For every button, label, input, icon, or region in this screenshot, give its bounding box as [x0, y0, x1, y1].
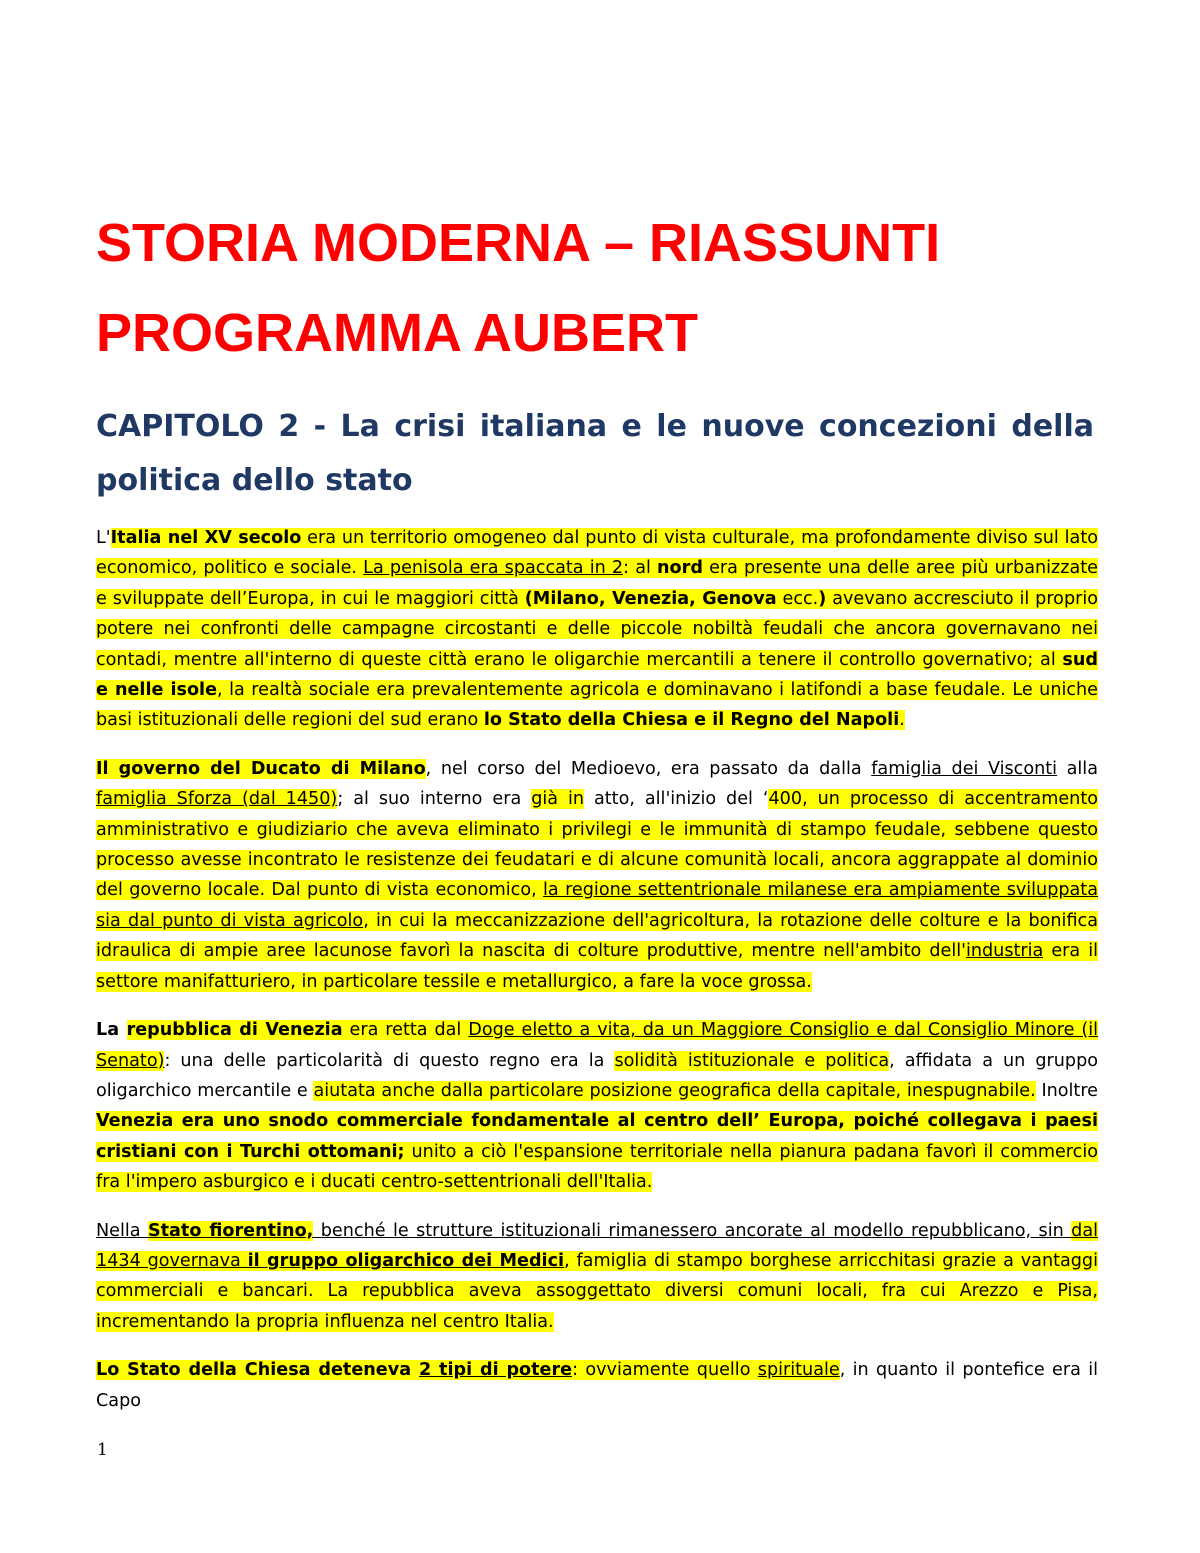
text-segment: , affidata a un gruppo oligarchico mercantile e — [96, 1050, 1098, 1101]
text-segment: nord — [657, 558, 703, 579]
text-segment: unito a ciò l'espansione territoriale nella pianura padana favorì il commercio fra l'impero asburgico e i ducati centro-settentrionali dell'Italia. — [96, 1141, 1098, 1193]
text-segment: era il settore manifatturiero, in particolare tessile e metallurgico, a fare la voce grossa. — [96, 941, 1098, 992]
text-segment: industria — [965, 941, 1044, 962]
text-segment: , la realtà sociale era prevalentemente agricola e dominavano i latifondi a base feudale. Le uniche basi istituzionali delle regioni del sud erano — [96, 680, 1099, 731]
chapter-heading: CAPITOLO 2 - La crisi italiana e le nuove concezioni della politica dello stato — [96, 409, 1094, 498]
text-segment: (Milano, Venezia, Genova — [524, 588, 777, 609]
text-segment: benché le strutture istituzionali rimanessero ancorate al modello repubblicano, sin — [313, 1220, 1072, 1241]
text-segment: Doge eletto a vita, da un Maggiore Consiglio e dal Consiglio Minore (il Senato) — [96, 1020, 1098, 1071]
text-segment: : una delle particolarità di questo regno era la — [164, 1050, 615, 1071]
text-segment: solidità istituzionale e politica — [614, 1050, 890, 1071]
text-segment: alla — [1057, 758, 1098, 779]
text-segment: 2 tipi di potere — [418, 1360, 573, 1381]
text-segment: , nel corso del Medioevo, era passato da dalla — [425, 758, 872, 779]
text-segment: dal 1434 governava — [96, 1220, 1098, 1271]
text-segment: era un territorio omogeneo dal punto di vista culturale, ma profondamente diviso sul lato economico, politico e sociale. — [96, 528, 1098, 579]
text-segment: : al — [623, 558, 658, 579]
text-segment: ) — [818, 588, 827, 609]
text-segment: Il governo del Ducato di Milano — [96, 758, 426, 779]
text-segment: , in cui la meccanizzazione dell'agricoltura, la rotazione delle colture e la bonifica idraulica di ampie aree lacunose favorì la nascita di colture produttive, mentre nell'ambito dell' — [96, 910, 1098, 962]
paragraph — [96, 1015, 1098, 1197]
text-segment: La penisola era spaccata in 2 — [363, 558, 624, 579]
text-segment: La — [96, 1020, 127, 1041]
document-body — [96, 523, 1098, 1434]
text-segment: già in — [531, 789, 585, 810]
paragraph — [96, 523, 1098, 736]
text-segment: . — [899, 710, 905, 731]
text-segment: atto, all'inizio del ‘ — [584, 789, 769, 810]
text-segment: lo Stato della Chiesa e il Regno del Napoli — [483, 710, 900, 731]
page-number: 1 — [97, 1440, 108, 1460]
text-segment: Stato fiorentino, — [147, 1220, 314, 1241]
text-segment: sud e nelle isole — [96, 649, 1098, 701]
text-segment: : ovviamente quello — [572, 1360, 758, 1381]
text-segment: spirituale — [757, 1360, 840, 1381]
document-title: STORIA MODERNA – RIASSUNTI PROGRAMMA AUBERT — [96, 213, 941, 363]
text-segment: avevano accresciuto il proprio potere nei confronti delle campagne circostanti e delle piccole nobiltà feudali che ancora governavano nei contadi, mentre all'interno di queste città erano le oligarchie mercantili a tenere il controllo governativo; al — [96, 588, 1098, 670]
text-segment: Lo Stato della Chiesa deteneva — [96, 1360, 419, 1381]
text-segment: 400, un processo di accentramento amministrativo e giudiziario che aveva eliminato i privilegi e le immunità di stampo feudale, sebbene questo processo avesse incontrato le resistenze dei feudatari e di alcune comunità locali, ancora aggrappate al dominio del governo locale. Dal punto di vista economico, — [96, 789, 1098, 901]
text-segment: Nella — [96, 1220, 148, 1241]
paragraph — [96, 1355, 1098, 1416]
text-segment: Inoltre — [1035, 1080, 1098, 1101]
text-segment: repubblica di Venezia — [126, 1020, 343, 1041]
paragraph — [96, 754, 1098, 997]
text-segment: il gruppo oligarchico dei Medici — [247, 1250, 565, 1271]
text-segment: L' — [96, 528, 111, 548]
text-segment: era retta dal — [342, 1020, 469, 1041]
text-segment: , famiglia di stampo borghese arricchitasi grazie a vantaggi commerciali e bancari. La repubblica aveva assoggettato diversi comuni locali, fra cui Arezzo e Pisa, incrementando la propria influenza nel centro Italia. — [96, 1250, 1098, 1332]
text-segment: , in quanto il pontefice era il Capo — [96, 1360, 1098, 1411]
text-segment: ecc. — [776, 588, 819, 609]
text-segment: famiglia Sforza (dal 1450) — [96, 789, 338, 810]
text-segment: aiutata anche dalla particolare posizione geografica della capitale, inespugnabile. — [313, 1080, 1036, 1101]
text-segment: ; al suo interno era — [337, 789, 532, 810]
text-segment: la regione settentrionale milanese era ampiamente sviluppata sia dal punto di vista agricolo — [96, 880, 1098, 931]
text-segment: Italia nel XV secolo — [110, 528, 302, 548]
text-segment: Venezia era uno snodo commerciale fondamentale al centro dell’ Europa, poiché collegava i paesi cristiani con i Turchi ottomani; — [96, 1111, 1098, 1162]
text-segment: era presente una delle aree più urbanizzate e sviluppate dell’Europa, in cui le maggiori città — [96, 558, 1099, 609]
paragraph — [96, 1216, 1098, 1338]
text-segment: famiglia dei Visconti — [871, 758, 1058, 779]
